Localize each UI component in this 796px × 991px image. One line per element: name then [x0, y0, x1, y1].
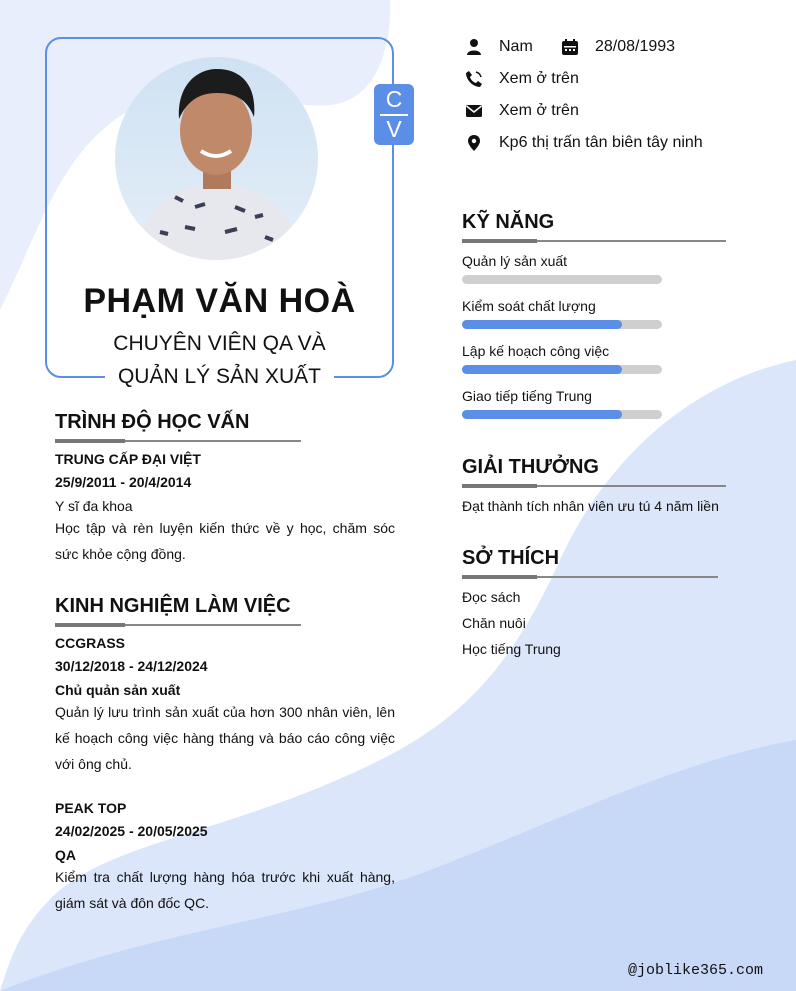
education-major: Y sĩ đa khoa — [55, 498, 133, 514]
skill-bar-fill — [462, 320, 622, 329]
skill-label: Giao tiếp tiếng Trung — [462, 388, 592, 404]
contact-address — [465, 134, 703, 152]
education-dates: 25/9/2011 - 20/4/2014 — [55, 474, 192, 490]
skill-item — [462, 343, 662, 374]
hobby-item: Học tiếng Trung — [462, 641, 561, 657]
education-rule — [55, 439, 301, 442]
skill-bar-fill — [462, 410, 622, 419]
job-position: Chủ quản sản xuất — [55, 682, 181, 698]
hobbies-heading: SỞ THÍCH — [462, 547, 560, 569]
envelope-icon — [465, 102, 483, 120]
skill-item — [462, 253, 662, 284]
phone-value: Xem ở trên — [499, 70, 579, 87]
skill-bar — [462, 410, 662, 419]
cv-letter-c: C — [385, 86, 403, 112]
job-title-line2: QUẢN LÝ SẢN XUẤT — [117, 365, 322, 388]
user-icon — [465, 38, 483, 56]
skill-label: Quản lý sản xuất — [462, 253, 568, 269]
job-position: QA — [55, 847, 76, 863]
full-name: PHẠM VĂN HOÀ — [77, 282, 361, 321]
skill-bar — [462, 275, 662, 284]
skills-rule — [462, 239, 726, 242]
skill-bar — [462, 365, 662, 374]
job-title — [105, 327, 333, 393]
education-description: Học tập và rèn luyện kiến thức về y học, chăm sóc sức khỏe cộng đồng. — [55, 520, 395, 562]
award-item: Đạt thành tích nhân viên ưu tú 4 năm liền — [462, 498, 719, 514]
gender-value: Nam — [499, 38, 533, 55]
contact-gender — [465, 38, 533, 56]
hobbies-section-header — [462, 547, 718, 578]
awards-heading: GIẢI THƯỞNG — [462, 456, 599, 478]
skill-bar — [462, 320, 662, 329]
hobby-item: Đọc sách — [462, 589, 521, 605]
location-pin-icon — [465, 134, 483, 152]
cv-badge — [374, 84, 414, 145]
address-value: Kp6 thị trấn tân biên tây ninh — [499, 134, 703, 151]
company-name: PEAK TOP — [55, 800, 127, 816]
skill-label: Lập kế hoạch công việc — [462, 343, 610, 359]
skills-section-header — [462, 211, 726, 242]
school-name: TRUNG CẤP ĐẠI VIỆT — [55, 451, 201, 467]
profile-photo — [115, 57, 318, 260]
education-section-header — [55, 411, 301, 442]
skills-heading: KỸ NĂNG — [462, 211, 555, 233]
experience-entry-2 — [55, 800, 395, 916]
calendar-icon — [561, 38, 579, 56]
job-title-line1: CHUYÊN VIÊN QA VÀ — [113, 332, 326, 355]
birthday-value: 28/08/1993 — [595, 38, 676, 55]
watermark: @joblike365.com — [628, 962, 764, 979]
skill-item — [462, 388, 662, 419]
job-dates: 30/12/2018 - 24/12/2024 — [55, 658, 208, 674]
job-description: Quản lý lưu trình sản xuất của hơn 300 nhân viên, lên kế hoạch công việc hàng tháng và báo cáo công việc với ông chủ. — [55, 704, 395, 772]
job-description: Kiểm tra chất lượng hàng hóa trước khi xuất hàng, giám sát và đôn đốc QC. — [55, 869, 395, 911]
awards-rule — [462, 484, 726, 487]
awards-section-header — [462, 456, 726, 487]
experience-heading: KINH NGHIỆM LÀM VIỆC — [55, 595, 291, 617]
job-dates: 24/02/2025 - 20/05/2025 — [55, 823, 208, 839]
experience-rule — [55, 623, 301, 626]
name-block — [45, 282, 394, 393]
skill-bar-fill — [462, 365, 622, 374]
experience-section-header — [55, 595, 301, 626]
contact-phone — [465, 70, 579, 88]
experience-entry-1 — [55, 635, 395, 777]
contact-email — [465, 102, 579, 120]
hobbies-rule — [462, 575, 718, 578]
skill-label: Kiểm soát chất lượng — [462, 298, 596, 314]
hobby-item: Chăn nuôi — [462, 615, 526, 631]
company-name: CCGRASS — [55, 635, 126, 651]
contact-birthday — [561, 38, 675, 56]
email-value: Xem ở trên — [499, 102, 579, 119]
education-heading: TRÌNH ĐỘ HỌC VẤN — [55, 411, 250, 433]
phone-icon — [465, 70, 483, 88]
education-entry — [55, 451, 395, 567]
cv-letter-v: V — [386, 116, 402, 142]
skill-item — [462, 298, 662, 329]
